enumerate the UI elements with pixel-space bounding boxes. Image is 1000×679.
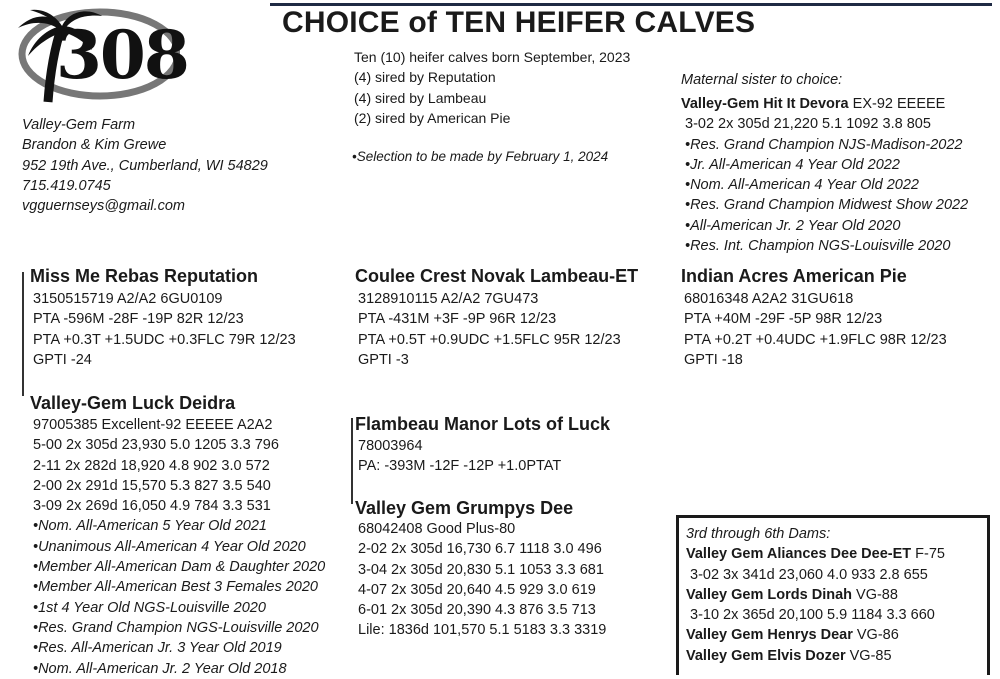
dam-6-classification: VG-85 — [849, 647, 892, 664]
consignor-contact — [22, 115, 268, 216]
honor-line: •Res. Grand Champion Midwest Show 2022 — [685, 197, 969, 214]
honor-line: •Res. Int. Champion NGS-Louisville 2020 — [685, 238, 951, 255]
sire-line: 3150515719 A2/A2 6GU0109 — [33, 291, 223, 307]
pedigree-bracket — [351, 418, 353, 504]
owner-names: Brandon & Kim Grewe — [22, 137, 167, 154]
dam-4-name: Valley Gem Lords Dinah — [686, 586, 852, 603]
sire-line: PTA +0.2T +0.4UDC +1.9FLC 98R 12/23 — [684, 331, 947, 348]
honor-line: •All-American Jr. 2 Year Old 2020 — [685, 217, 901, 234]
address: 952 19th Ave., Cumberland, WI 54829 — [22, 157, 268, 174]
dam-id-line: 97005385 Excellent-92 EEEEE A2A2 — [33, 417, 273, 433]
sire-american-pie-name: Indian Acres American Pie — [681, 266, 907, 286]
dam-record: 3-09 2x 269d 16,050 4.9 784 3.3 531 — [33, 498, 271, 515]
dam-5-name: Valley Gem Henrys Dear — [686, 627, 853, 644]
maternal-sister-title — [681, 94, 968, 114]
calves-description — [354, 47, 630, 128]
dam-3-title — [686, 544, 945, 564]
sire-reputation-info — [33, 289, 296, 370]
dam-5-classification: VG-86 — [856, 627, 899, 644]
dam-6-title — [686, 646, 945, 666]
calves-line: (2) sired by American Pie — [354, 109, 511, 126]
farm-name: Valley-Gem Farm — [22, 117, 136, 133]
calves-line: (4) sired by Reputation — [354, 69, 496, 86]
dams-3-6-box — [676, 515, 990, 675]
calves-line: Ten (10) heifer calves born September, 2023 — [354, 49, 631, 65]
dam-5-title — [686, 625, 945, 645]
dam-record: 2-00 2x 291d 15,570 5.3 827 3.5 540 — [33, 477, 271, 494]
honor-line: •Res. Grand Champion NJS-Madison-2022 — [685, 136, 963, 153]
dam-record: 5-00 2x 305d 23,930 5.0 1205 3.3 796 — [33, 437, 279, 454]
honor-line: •Res. All-American Jr. 3 Year Old 2019 — [33, 640, 282, 657]
lot-number: 308 — [56, 16, 188, 94]
honor-line: •Member All-American Best 3 Females 2020 — [33, 579, 318, 596]
dam-info — [33, 415, 325, 679]
granddam-record: 6-01 2x 305d 20,390 4.3 876 3.5 713 — [358, 602, 596, 619]
sire-line: 68016348 A2A2 31GU618 — [684, 291, 854, 307]
honor-line: •Member All-American Dam & Daughter 2020 — [33, 559, 326, 576]
sire-line: PTA -596M -28F -19P 82R 12/23 — [33, 311, 244, 328]
grandsire-line: 78003964 — [358, 438, 423, 454]
sire-line: GPTI -18 — [684, 351, 743, 368]
dam-4-record: 3-10 2x 365d 20,100 5.9 1184 3.3 660 — [690, 607, 935, 624]
sire-lambeau-name: Coulee Crest Novak Lambeau-ET — [355, 266, 639, 286]
dam-4-title — [686, 585, 945, 605]
honor-line: •Nom. All-American Jr. 2 Year Old 2018 — [33, 660, 287, 677]
sire-line: GPTI -3 — [358, 351, 409, 368]
honor-line: •Nom. All-American 4 Year Old 2022 — [685, 177, 919, 194]
granddam-record: 4-07 2x 305d 20,640 4.5 929 3.0 619 — [358, 581, 596, 598]
email: vgguernseys@gmail.com — [22, 198, 186, 215]
maternal-sister-label: Maternal sister to choice: — [681, 72, 843, 88]
dam-name: Valley-Gem Luck Deidra — [30, 393, 236, 413]
page-title: CHOICE of TEN HEIFER CALVES — [282, 6, 756, 39]
dam-record: 2-11 2x 282d 18,920 4.8 902 3.0 572 — [33, 457, 270, 474]
dams-3-6-list — [686, 524, 945, 666]
sire-line: PTA +40M -29F -5P 98R 12/23 — [684, 311, 883, 328]
granddam-lifetime: Lile: 1836d 101,570 5.1 5183 3.3 3319 — [358, 622, 607, 639]
granddam-info — [358, 519, 606, 641]
honor-line: •Res. Grand Champion NGS-Louisville 2020 — [33, 619, 319, 636]
dam-4-classification: VG-88 — [856, 586, 898, 603]
dam-3-record: 3-02 3x 341d 23,060 4.0 933 2.8 655 — [690, 566, 928, 583]
sire-lambeau-info — [358, 289, 621, 370]
sire-line: GPTI -24 — [33, 351, 92, 368]
honor-line: •Jr. All-American 4 Year Old 2022 — [685, 156, 900, 173]
dam-6-name: Valley Gem Elvis Dozer — [686, 647, 846, 664]
dam-3-name: Valley Gem Aliances Dee Dee-ET — [686, 546, 912, 563]
maternal-sister — [681, 94, 968, 256]
maternal-grandsire-name: Flambeau Manor Lots of Luck — [355, 414, 611, 434]
maternal-sister-classification: EX-92 EEEEE — [852, 96, 946, 112]
granddam-record: 3-04 2x 305d 20,830 5.1 1053 3.3 681 — [358, 561, 604, 578]
maternal-sister-name: Valley-Gem Hit It Devora — [681, 96, 849, 112]
honor-line: •Nom. All-American 5 Year Old 2021 — [33, 518, 267, 535]
sire-line: PTA -431M +3F -9P 96R 12/23 — [358, 311, 557, 328]
maternal-grandsire-info — [358, 436, 561, 477]
honor-line: •1st 4 Year Old NGS-Louisville 2020 — [33, 599, 266, 616]
granddam-name: Valley Gem Grumpys Dee — [355, 498, 574, 518]
sire-american-pie-info — [684, 289, 947, 370]
phone: 715.419.0745 — [22, 177, 111, 194]
calves-line: (4) sired by Lambeau — [354, 89, 487, 106]
selection-note: •Selection to be made by February 1, 2024 — [352, 149, 609, 164]
granddam-record: 2-02 2x 305d 16,730 6.7 1118 3.0 496 — [358, 541, 602, 558]
sire-line: PTA +0.3T +1.5UDC +0.3FLC 79R 12/23 — [33, 331, 296, 348]
sire-reputation-name: Miss Me Rebas Reputation — [30, 266, 259, 286]
pedigree-bracket — [22, 272, 24, 396]
sire-line: 3128910115 A2/A2 7GU473 — [358, 291, 539, 307]
dam-3-classification: F-75 — [915, 546, 945, 563]
dams-3-6-label: 3rd through 6th Dams: — [686, 526, 831, 542]
grandsire-line: PA: -393M -12F -12P +1.0PTAT — [358, 458, 562, 475]
maternal-sister-record: 3-02 2x 305d 21,220 5.1 1092 3.8 805 — [685, 116, 931, 133]
granddam-id-line: 68042408 Good Plus-80 — [358, 521, 516, 537]
honor-line: •Unanimous All-American 4 Year Old 2020 — [33, 538, 306, 555]
sire-line: PTA +0.5T +0.9UDC +1.5FLC 95R 12/23 — [358, 331, 621, 348]
